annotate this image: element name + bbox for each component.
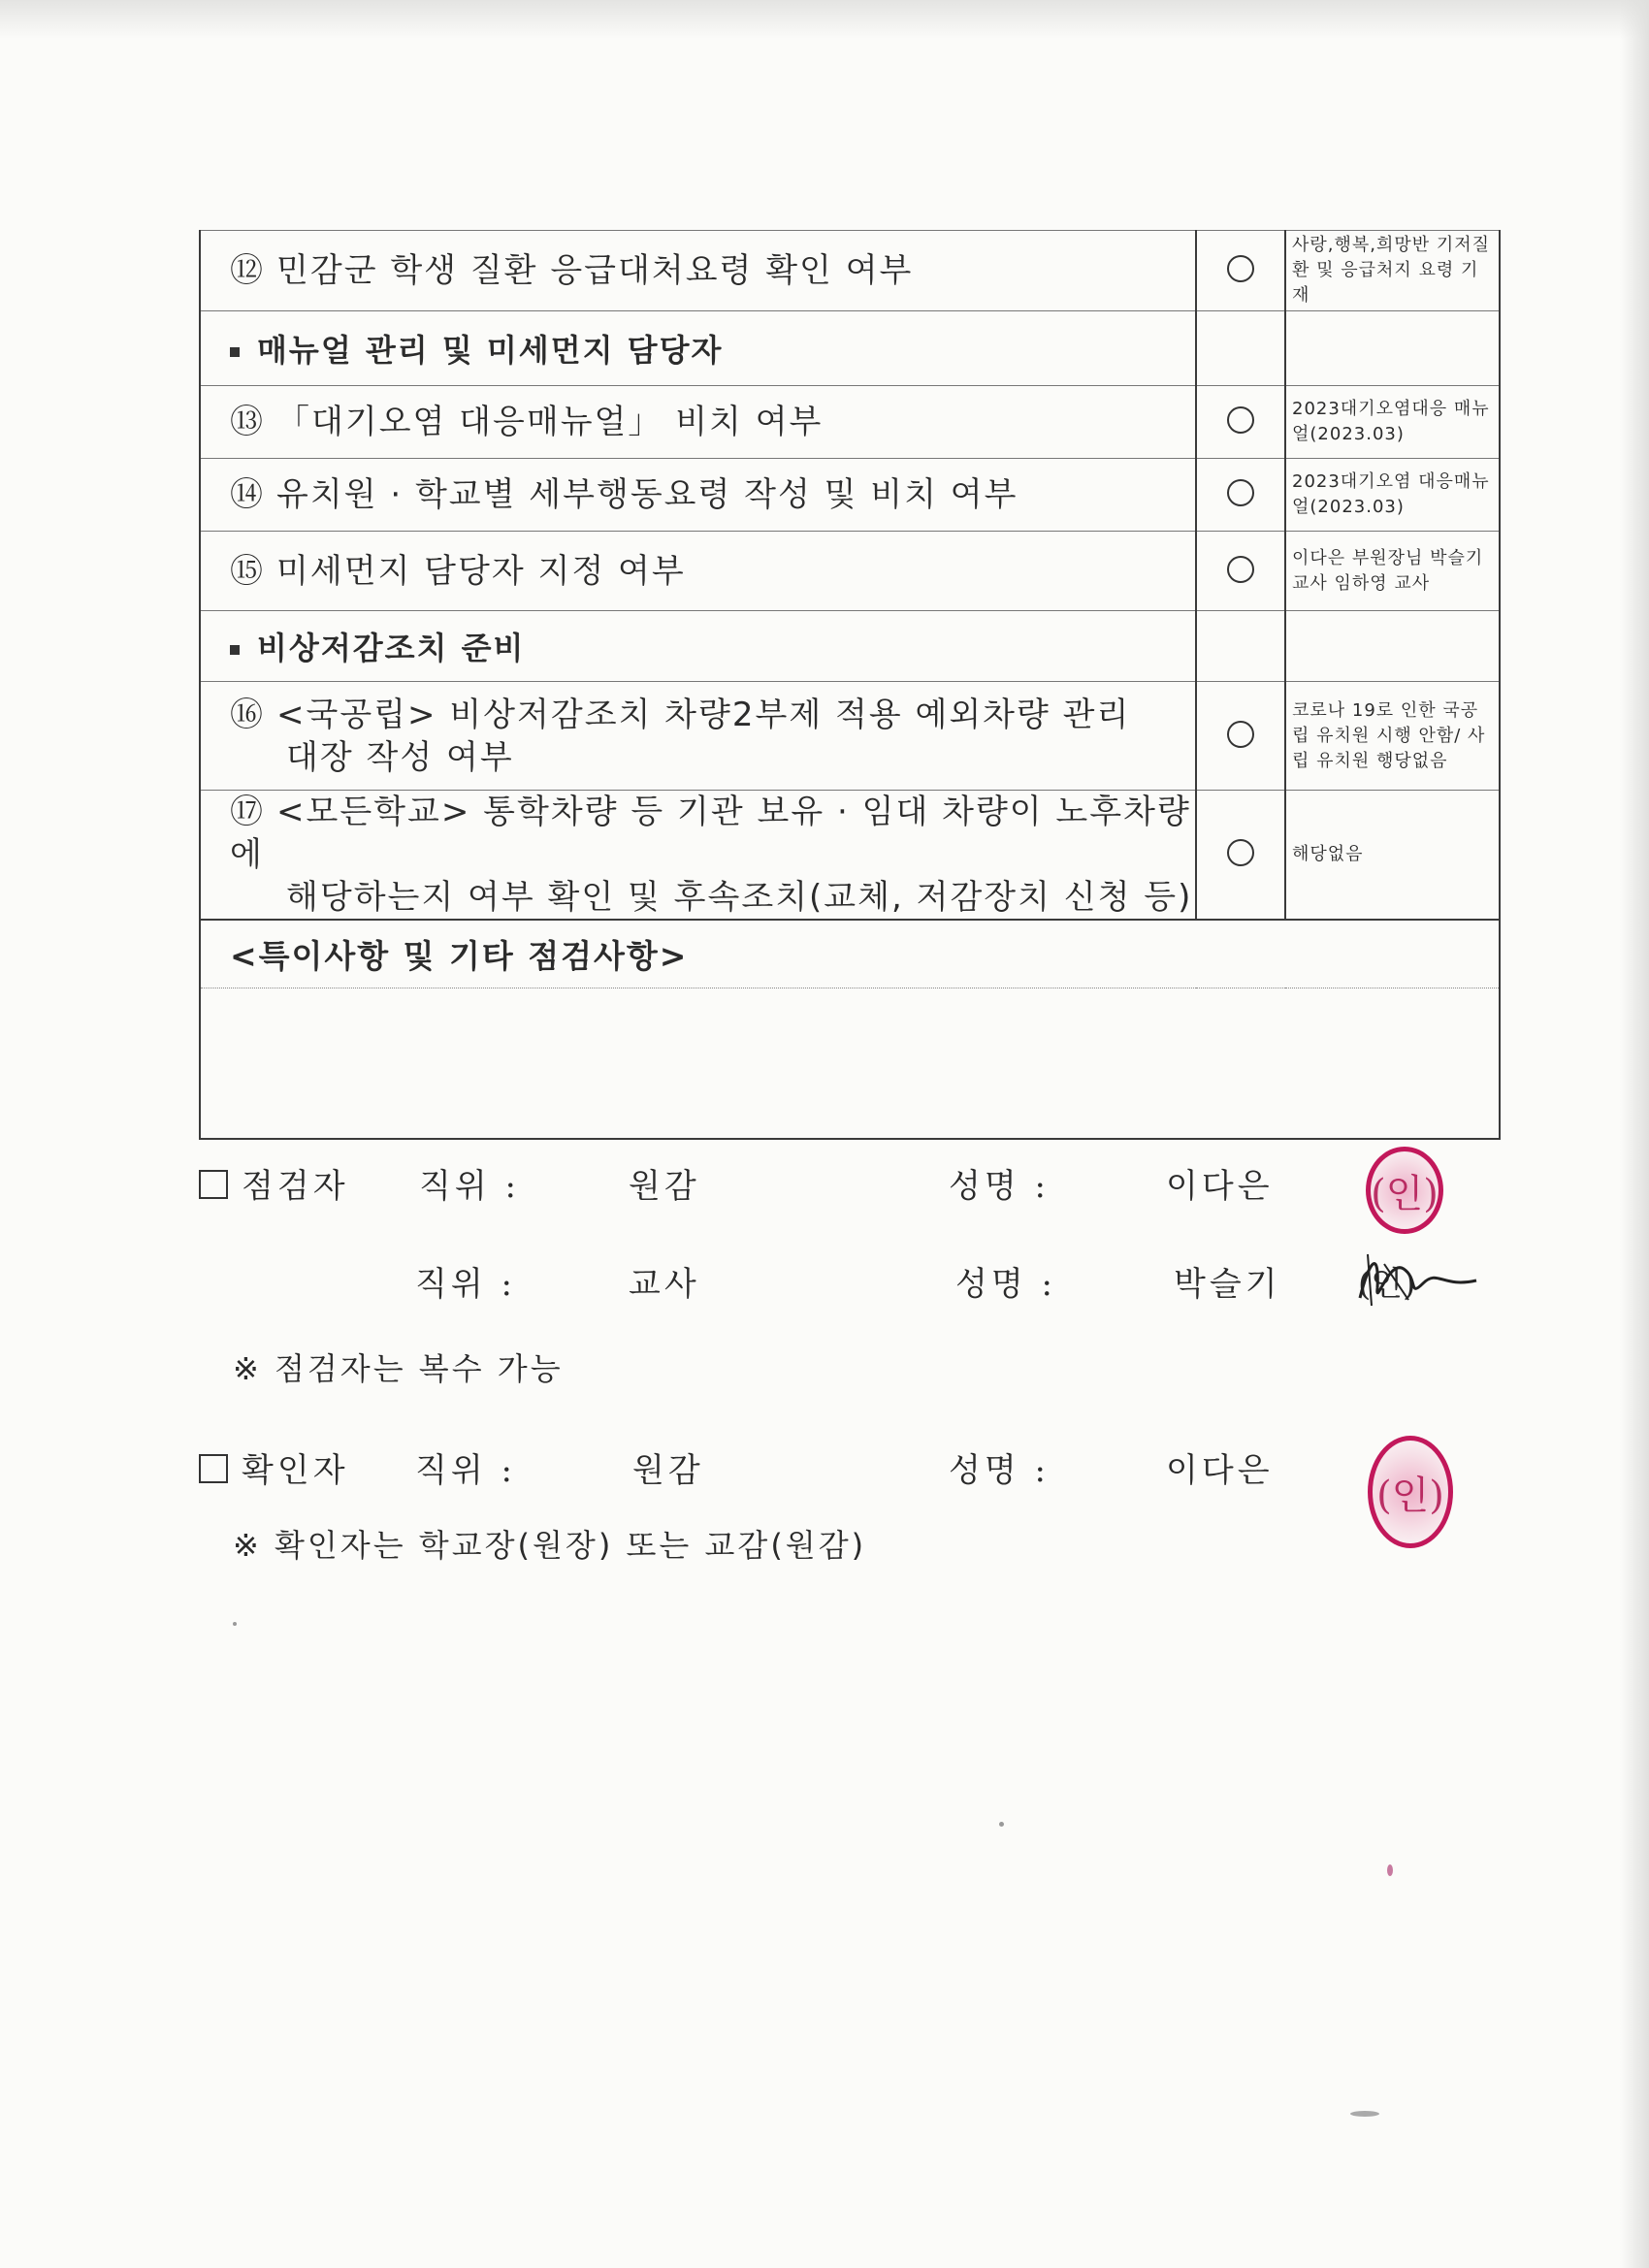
note-cell: 2023대기오염 대응매뉴얼(2023.03) [1285,459,1500,532]
item-number: ⑮ [230,551,265,591]
circle-mark-icon [1227,556,1254,583]
circle-mark-icon [1227,255,1254,282]
empty-cell [1285,311,1500,386]
item-cell [200,459,1196,532]
table-row [200,459,1500,532]
check-mark-cell [1196,682,1285,791]
seal-mark: (인) [1376,1473,1444,1518]
confirmer-position-label: 직위 : [415,1451,516,1490]
note-cell: 사랑,행복,희망반 기저질환 및 응급처지 요령 기재 [1285,231,1500,311]
inspector2-position-value: 교사 [629,1265,700,1304]
confirmer-footnote: ※ 확인자는 학교장(원장) 또는 교감(원감) [233,1527,867,1564]
circle-mark-icon [1227,479,1254,506]
square-bullet-icon [230,645,240,655]
item-cell [200,231,1196,311]
note-cell: 해당없음 [1285,791,1500,921]
scan-speck [1350,2111,1379,2117]
confirmer-position-value: 원감 [632,1451,704,1490]
item-text-line2: 대장 작성 여부 [286,737,514,777]
inspector2-position-label: 직위 : [415,1265,516,1304]
item-text-line1: <국공립> 비상저감조치 차량2부제 적용 예외차량 관리 [276,695,1131,734]
item-text: 유치원 · 학교별 세부행동요령 작성 및 비치 여부 [276,475,1018,514]
check-mark-cell [1196,386,1285,459]
checkbox-icon [199,1454,228,1483]
special-notes-heading: <특이사항 및 기타 점검사항> [200,920,1500,988]
inspector-footnote: ※ 점검자는 복수 가능 [233,1350,564,1387]
table-row [200,532,1500,611]
scan-speck [233,1622,237,1626]
section-cell [200,611,1196,682]
circle-mark-icon [1227,839,1254,866]
check-mark-cell [1196,532,1285,611]
square-bullet-icon [230,347,240,357]
item-text-line1: <모든학교> 통학차량 등 기관 보유 · 임대 차량이 노후차량에 [230,793,1191,874]
section-row [200,611,1500,682]
table-row [200,386,1500,459]
confirmer-label: 확인자 [199,1443,349,1491]
scan-speck [999,1822,1004,1827]
item-text: 「대기오염 대응매뉴얼」 비치 여부 [276,403,824,441]
seal-mark: (인) [1371,1171,1439,1216]
inspector-position-value: 원감 [629,1167,700,1206]
circle-mark-icon [1227,406,1254,434]
item-number: ⑫ [230,251,265,290]
item-number: ⑰ [230,793,265,831]
empty-cell [1196,311,1285,386]
item-text-line2: 해당하는지 여부 확인 및 후속조치(교체, 저감장치 신청 등) [286,878,1193,917]
inspector-name-label: 성명 : [949,1167,1050,1206]
section-row [200,311,1500,386]
item-text: 민감군 학생 질환 응급대처요령 확인 여부 [276,251,914,290]
note-cell: 이다은 부원장님 박슬기 교사 임하영 교사 [1285,532,1500,611]
table-row [200,682,1500,791]
inspector2-seal-text: (인) [1358,1265,1416,1304]
item-cell [200,682,1196,791]
special-notes-body [200,988,1500,1139]
item-cell [200,791,1196,921]
checkbox-icon [199,1170,228,1199]
check-mark-cell [1196,459,1285,532]
scan-shadow-right [1620,0,1649,2268]
inspector-name-value: 이다은 [1166,1167,1274,1206]
check-mark-cell [1196,791,1285,921]
check-mark-cell [1196,231,1285,311]
inspector2-name-value: 박슬기 [1174,1265,1281,1304]
circle-mark-icon [1227,721,1254,748]
section-cell [200,311,1196,386]
item-number: ⑭ [230,475,265,514]
scan-shadow-top [0,0,1649,39]
confirmer-name-label: 성명 : [949,1451,1050,1490]
section-title: 매뉴얼 관리 및 미세먼지 담당자 [257,332,724,369]
item-cell [200,532,1196,611]
handwritten-signature-icon [1350,1240,1486,1317]
empty-cell [1196,611,1285,682]
inspector-label: 점검자 [199,1159,349,1207]
item-text: 미세먼지 담당자 지정 여부 [276,551,686,591]
checklist-table [199,230,1501,1140]
inspector-position-label: 직위 : [419,1167,520,1206]
scan-speck [1387,1864,1393,1876]
item-cell [200,386,1196,459]
note-cell: 코로나 19로 인한 국공립 유치원 시행 안함/ 사립 유치원 행당없음 [1285,682,1500,791]
item-number: ⑬ [230,403,265,441]
confirmer-seal-stamp [1368,1436,1453,1548]
special-heading-row [200,920,1500,988]
inspector-seal-stamp [1366,1147,1443,1234]
note-cell: 2023대기오염대응 매뉴얼(2023.03) [1285,386,1500,459]
table-row [200,231,1500,311]
section-title: 비상저감조치 준비 [257,630,526,666]
special-notes-body-row [200,988,1500,1139]
item-number: ⑯ [230,695,265,734]
inspector2-name-label: 성명 : [955,1265,1056,1304]
table-row [200,791,1500,921]
confirmer-name-value: 이다은 [1166,1451,1274,1490]
empty-cell [1285,611,1500,682]
